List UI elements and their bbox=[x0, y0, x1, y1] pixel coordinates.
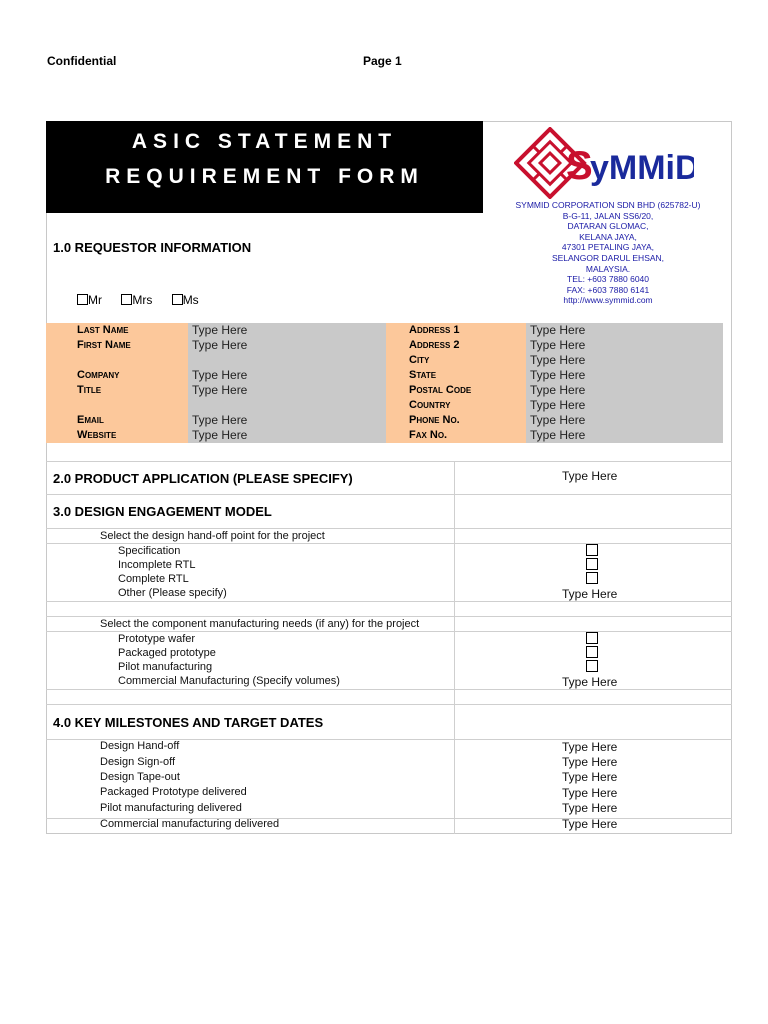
salutation-ms-label: Ms bbox=[182, 293, 199, 307]
city-label: City bbox=[409, 354, 430, 366]
country-field[interactable]: Type Here bbox=[530, 398, 586, 412]
column-divider bbox=[454, 739, 455, 834]
title-line-2: REQUIREMENT FORM bbox=[105, 165, 424, 188]
milestone-label: Design Sign-off bbox=[100, 756, 176, 768]
handoff-prompt: Select the design hand-off point for the project bbox=[100, 530, 325, 542]
address-2-label: Address 2 bbox=[409, 339, 460, 351]
design-tapeout-date-field[interactable]: Type Here bbox=[562, 770, 618, 784]
company-line: TEL: +603 7880 6040 bbox=[567, 274, 649, 285]
postal-code-field[interactable]: Type Here bbox=[530, 383, 586, 397]
last-name-field[interactable]: Type Here bbox=[192, 323, 248, 337]
country-label: Country bbox=[409, 399, 451, 411]
title-field[interactable]: Type Here bbox=[192, 383, 248, 397]
confidential-label: Confidential bbox=[47, 54, 117, 68]
divider bbox=[46, 689, 732, 690]
email-field[interactable]: Type Here bbox=[192, 413, 248, 427]
option-prototype-wafer: Prototype wafer bbox=[118, 633, 196, 645]
symmid-logo-mark bbox=[514, 127, 694, 199]
packaged-prototype-checkbox[interactable] bbox=[586, 646, 598, 658]
salutation-group bbox=[77, 293, 199, 307]
company-line: B-G-11, JALAN SS6/20, bbox=[562, 210, 654, 221]
salutation-mrs-checkbox[interactable] bbox=[121, 294, 132, 305]
phone-no-field[interactable]: Type Here bbox=[530, 413, 586, 427]
manufacturing-prompt: Select the component manufacturing needs (if any) for the project bbox=[100, 618, 420, 630]
title-label: Title bbox=[77, 384, 102, 396]
option-pilot-manufacturing: Pilot manufacturing bbox=[118, 661, 213, 673]
address-1-label: Address 1 bbox=[409, 324, 460, 336]
phone-no-label: Phone No. bbox=[409, 414, 460, 426]
design-signoff-date-field[interactable]: Type Here bbox=[562, 755, 618, 769]
complete-rtl-checkbox[interactable] bbox=[586, 572, 598, 584]
address-2-field[interactable]: Type Here bbox=[530, 338, 586, 352]
option-other: Other (Please specify) bbox=[118, 587, 227, 599]
option-complete-rtl: Complete RTL bbox=[118, 573, 189, 585]
svg-text:S: S bbox=[566, 144, 593, 188]
company-line: SYMMID CORPORATION SDN BHD (625782-U) bbox=[515, 200, 701, 210]
state-field[interactable]: Type Here bbox=[530, 368, 586, 382]
section-3-title: 3.0 DESIGN ENGAGEMENT MODEL bbox=[53, 504, 272, 519]
design-handoff-date-field[interactable]: Type Here bbox=[562, 740, 618, 754]
product-application-field[interactable]: Type Here bbox=[562, 469, 618, 483]
option-incomplete-rtl: Incomplete RTL bbox=[118, 559, 196, 571]
commercial-manufacturing-date-field[interactable]: Type Here bbox=[562, 817, 618, 831]
column-divider bbox=[454, 461, 455, 739]
milestone-label: Design Tape-out bbox=[100, 771, 180, 783]
divider bbox=[46, 461, 732, 462]
pilot-manufacturing-date-field[interactable]: Type Here bbox=[562, 801, 618, 815]
state-label: State bbox=[409, 369, 437, 381]
divider bbox=[46, 601, 732, 602]
company-line: SELANGOR DARUL EHSAN, bbox=[551, 252, 665, 263]
first-name-field[interactable]: Type Here bbox=[192, 338, 248, 352]
salutation-mr-checkbox[interactable] bbox=[77, 294, 88, 305]
website-label: Website bbox=[77, 429, 117, 441]
company-field[interactable]: Type Here bbox=[192, 368, 248, 382]
title-line-1: ASIC STATEMENT bbox=[131, 130, 398, 153]
first-name-label: First Name bbox=[77, 339, 131, 351]
commercial-volume-field[interactable]: Type Here bbox=[562, 675, 618, 689]
company-line: FAX: +603 7880 6141 bbox=[566, 284, 650, 295]
section-4-title: 4.0 KEY MILESTONES AND TARGET DATES bbox=[53, 715, 324, 730]
option-packaged-prototype: Packaged prototype bbox=[118, 647, 216, 659]
milestone-label: Commercial manufacturing delivered bbox=[100, 818, 280, 830]
form-title-block bbox=[46, 121, 483, 213]
fax-no-field[interactable]: Type Here bbox=[530, 428, 586, 442]
milestone-label: Design Hand-off bbox=[100, 740, 180, 752]
company-label: Company bbox=[77, 369, 120, 381]
salutation-ms-checkbox[interactable] bbox=[172, 294, 183, 305]
divider bbox=[46, 494, 732, 495]
packaged-prototype-date-field[interactable]: Type Here bbox=[562, 786, 618, 800]
page-number: Page 1 bbox=[363, 54, 402, 68]
svg-text:yMMiD: yMMiD bbox=[590, 149, 694, 187]
company-line: DATARAN GLOMAC, bbox=[567, 221, 649, 232]
fax-no-label: Fax No. bbox=[409, 429, 448, 441]
symmid-logo bbox=[514, 127, 694, 199]
salutation-mr-label: Mr bbox=[88, 293, 102, 307]
milestone-label: Pilot manufacturing delivered bbox=[100, 802, 242, 814]
website-field[interactable]: Type Here bbox=[192, 428, 248, 442]
option-specification: Specification bbox=[118, 545, 181, 557]
postal-code-label: Postal Code bbox=[409, 384, 472, 396]
salutation-mrs-label: Mrs bbox=[132, 293, 153, 307]
incomplete-rtl-checkbox[interactable] bbox=[586, 558, 598, 570]
pilot-manufacturing-checkbox[interactable] bbox=[586, 660, 598, 672]
company-website-link[interactable]: http://www.symmid.com bbox=[563, 295, 653, 306]
option-commercial-manufacturing: Commercial Manufacturing (Specify volumes) bbox=[118, 675, 340, 687]
prototype-wafer-checkbox[interactable] bbox=[586, 632, 598, 644]
company-line: MALAYSIA. bbox=[585, 263, 631, 274]
section-2-title: 2.0 PRODUCT APPLICATION (PLEASE SPECIFY) bbox=[53, 471, 353, 486]
address-1-field[interactable]: Type Here bbox=[530, 323, 586, 337]
specification-checkbox[interactable] bbox=[586, 544, 598, 556]
milestone-label: Packaged Prototype delivered bbox=[100, 786, 247, 798]
email-label: Email bbox=[77, 414, 104, 426]
other-specify-field[interactable]: Type Here bbox=[562, 587, 618, 601]
company-line: 47301 PETALING JAYA, bbox=[561, 242, 655, 253]
last-name-label: Last Name bbox=[77, 324, 129, 336]
divider bbox=[46, 704, 732, 705]
company-line: KELANA JAYA, bbox=[579, 231, 637, 242]
section-1-title: 1.0 REQUESTOR INFORMATION bbox=[53, 240, 252, 255]
city-field[interactable]: Type Here bbox=[530, 353, 586, 367]
company-address bbox=[483, 200, 733, 306]
